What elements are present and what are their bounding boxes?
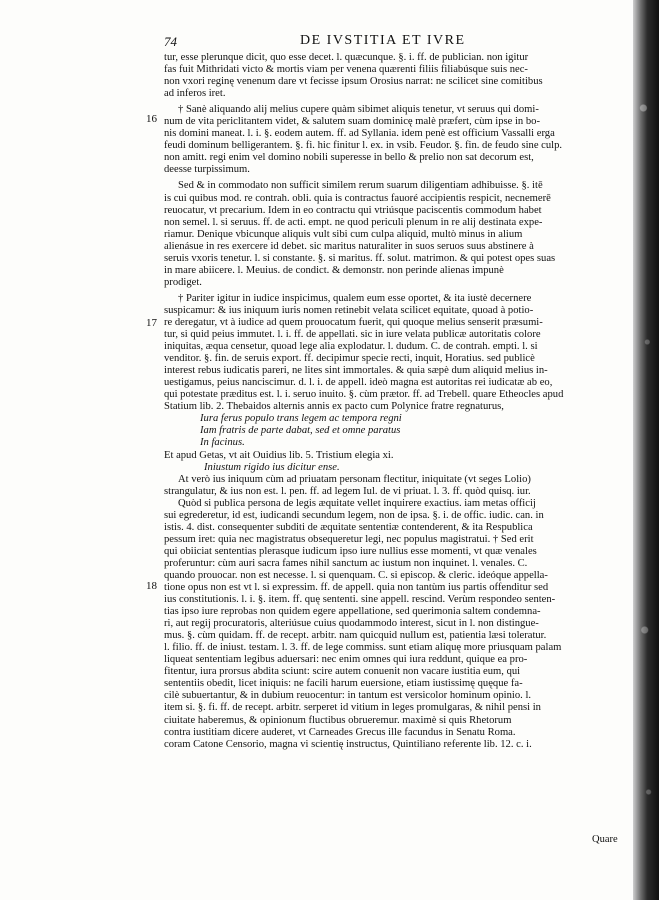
text-line: coram Catone Censorio, magna vi scientię instructus, Quintiliano referente lib. 12. c. i. <box>164 738 532 750</box>
text-line: in mare abiicere. l. Meuius. de condict. & demonstr. non perinde alienas impunè <box>164 264 504 276</box>
text-line: num de vita periclitantem videt, & salutem suam dominicę malè præfert, cùm ipse in bo- <box>164 116 540 128</box>
text-line: cilè subuertantur, & in dubium reuocentur: in tantum est versicolor hominum opinio. l. <box>164 690 532 702</box>
text-line: fas fuit Mithridati victo & mortis viam per venena quærenti filiis filiabúsque suis nec- <box>164 64 528 76</box>
text-line: feudi dominum belligerantem. §. fi. hic finitur l. ex. in vsib. Feudor. §. fin. de feudo sine culp. <box>164 140 563 152</box>
text-line: item si. §. fi. ff. de recept. arbitr. serperet id vitium in leges promulgaras, & nihil pensi in <box>164 702 541 714</box>
text-line: ius constitutionis. l. i. §. item. ff. quę sententi. sine appell. rescind. Verùm respondeo senten- <box>164 594 556 606</box>
text-line: interest rebus iudicatis pareri, ne lites sint immortales. & quia sæpè dum aliquid melius in- <box>164 365 548 377</box>
text-line: suspicamur: & ius iniquum iuris nomen retinebit velata scilicet equitate, quoad à potio- <box>164 304 534 316</box>
text-line: seruis vxoris tenetur. l. si constante. §. si maritus. ff. solut. matrimon. & qui potest opes suas <box>164 252 556 264</box>
text-line: ciuitate haberemus, & opinionum fluctibus obrueremur. maximè si quis Rhetorum <box>164 714 512 726</box>
text-line: quando prouocar. non est necesse. l. si quenquam. C. si episcop. & cleric. ideóque appella- <box>164 569 548 581</box>
verse-line: Iura ferus populo trans legem ac tempora regni <box>200 413 402 425</box>
text-line: fitentur, iura prorsus abdita sciunt: scire autem conuenit non vacare iustitia eum, qui <box>164 666 521 678</box>
text-line: reuocatur, vt precarium. Idem in eo contractu qui vtriúsque paciscentis commodum habet <box>164 204 542 216</box>
text-line: Et apud Getas, vt ait Ouidius lib. 5. Tristium elegia xi. <box>164 449 394 461</box>
text-line: non amitt. regi enim vel domino nobili superesse in bello & prelio non sat decorum est, <box>164 152 534 164</box>
verse-line: In facinus. <box>200 437 245 449</box>
text-line: Statium lib. 2. Thebaidos alternis annis ex pacto cum Polynice fratre regnaturus, <box>164 401 504 413</box>
page-number: 74 <box>164 34 177 49</box>
verse-line: Iniustum rigido ius dicitur ense. <box>204 461 340 473</box>
running-title: DE IVSTITIA ET IVRE <box>300 33 466 48</box>
text-line: deesse turpissimum. <box>164 164 250 176</box>
catchword: Quare <box>592 834 618 845</box>
text-line: nis domini maneat. l. i. §. eodem autem. ff. ad Syllania. idem penè est officium Vassalli erga <box>164 128 555 140</box>
text-line: proferuntur: cùm auri sacra fames nihil sanctum ac iustum non inquinet. l. venales. C. <box>164 557 528 569</box>
text-line: alienásue in res exercere id debet. sic maritus naturaliter in suos seruos suus abstinere à <box>164 240 534 252</box>
text-line: strangulatur, & ius non est. l. pen. ff. ad legem Iul. de vi priuat. l. 3. ff. quòd quisq. iur. <box>164 485 531 497</box>
text-line: qui potestate præditus est. l. i. seruo inuito. §. cùm prætor. ff. ad Trebell. quare Etheocles apud <box>164 389 564 401</box>
text-line: pessum iret: quia nec magistratus obsequeretur legi, nec populus magistratui. † Sed erit <box>164 533 534 545</box>
text-line: † Pariter igitur in iudice inspicimus, qualem eum esse oportet, & ita iustè decernere <box>178 292 532 304</box>
text-line: sententiis obedit, licet iniquis: ne facili harum euersione, etiam iustissimę quęque fa- <box>164 678 523 690</box>
text-line: iniquitas, æqua censetur, quoad lege alia explodatur. l. dudum. C. de contrah. empti. l. si <box>164 341 538 353</box>
verse-line: Iam fratris de parte dabat, sed et omne paratus <box>200 425 401 437</box>
body-text <box>164 52 624 751</box>
text-line: Quòd si publica persona de legis æquitate vellet inquirere exactius. iam metas officij <box>178 497 536 509</box>
text-line: prodiget. <box>164 276 202 288</box>
text-line: tione opus non est vt l. si expressim. ff. de appell. quia non tantùm ius partis offenditur sed <box>164 582 549 594</box>
text-line: contra iustitiam dicere auderet, vt Carneades Grecus ille facundus in Senatu Roma. <box>164 726 516 738</box>
text-line: sui egrederetur, id est, iudicandi secundum legem, non de ipsa. §. i. de offic. iudic. can. in <box>164 509 544 521</box>
text-line: istis. 4. dist. consequenter subditi de æquitate sententiæ contenderent, & ita Respublica <box>164 521 533 533</box>
text-line: qui obiiciat sententias plerasque iudicum ipso iure nullius esse momenti, vt quæ venales <box>164 545 537 557</box>
text-line: tur, si quid peius immutet. l. i. ff. de appellati. sic in iure velata publicæ autoritatis colore <box>164 329 541 341</box>
page-header <box>164 34 624 54</box>
text-line: ad inferos iret. <box>164 88 226 100</box>
text-line: tias ipso iure reprobas non quidem egere appellatione, sed querimonia saltem condemna- <box>164 606 541 618</box>
margin-number-17: 17 <box>146 317 157 329</box>
text-line: liqueat sententiam legibus aduersari: nec enim omnes qui iura reddunt, quique ea pro- <box>164 654 528 666</box>
text-line: riamur. Denique vbicunque aliquis vult sibi cum culpa aliquid, multò minus in alium <box>164 228 523 240</box>
text-line: re deregatur, vt à iudice ad quem prouocatum fuerit, qui quoque melius senserit præsumi- <box>164 316 543 328</box>
text-line: l. filio. ff. de iniust. testam. l. 3. ff. de lege commiss. sunt etiam aliquę more priusquam palam <box>164 642 562 654</box>
text-line: At verò ius iniquum cùm ad priuatam personam flectitur, iniquitate (vt seges Lolio) <box>178 473 531 485</box>
margin-number-16: 16 <box>146 113 157 125</box>
text-line: non semel. l. si seruus. ff. de acti. empt. ne quod periculi plenum in re alij destinata expe- <box>164 216 543 228</box>
text-line: non vxori reginę venenum dare vt fecisse ipsum Orosius narrat: ne scilicet sine comitibus <box>164 76 543 88</box>
text-line: † Sanè aliquando alij melius cupere quàm sibimet aliquis tenetur, vt seruus qui domi- <box>178 104 539 116</box>
text-line: mus. §. cùm quidam. ff. de recept. arbitr. nam quicquid nullum est, patientia læsi toleratur. <box>164 630 547 642</box>
text-line: tur, esse plerunque dicit, quo esse decet. l. quæcunque. §. i. ff. de publician. non igitur <box>164 52 529 63</box>
text-line: uestigamus, peius nanciscimur. d. l. i. de appell. ideò magna est autoritas rei iudicatæ ab eo, <box>164 377 553 389</box>
text-line: ri, aut regij procuratoris, alteriúsue cuius quodammodo interest, sicut in l. non distingue- <box>164 618 539 630</box>
text-line: venditor. §. fin. de seruis export. ff. decipimur specie recti, inquit, Horatius. sed publicè <box>164 353 535 365</box>
margin-number-18: 18 <box>146 580 157 592</box>
text-line: is cui quibus mod. re contrah. obli. quia is contractus fauoré accipientis respicit, necnemerē <box>164 192 551 204</box>
text-line: Sed & in commodato non sufficit similem rerum suarum diligentiam adhibuisse. §. itē <box>178 180 543 192</box>
